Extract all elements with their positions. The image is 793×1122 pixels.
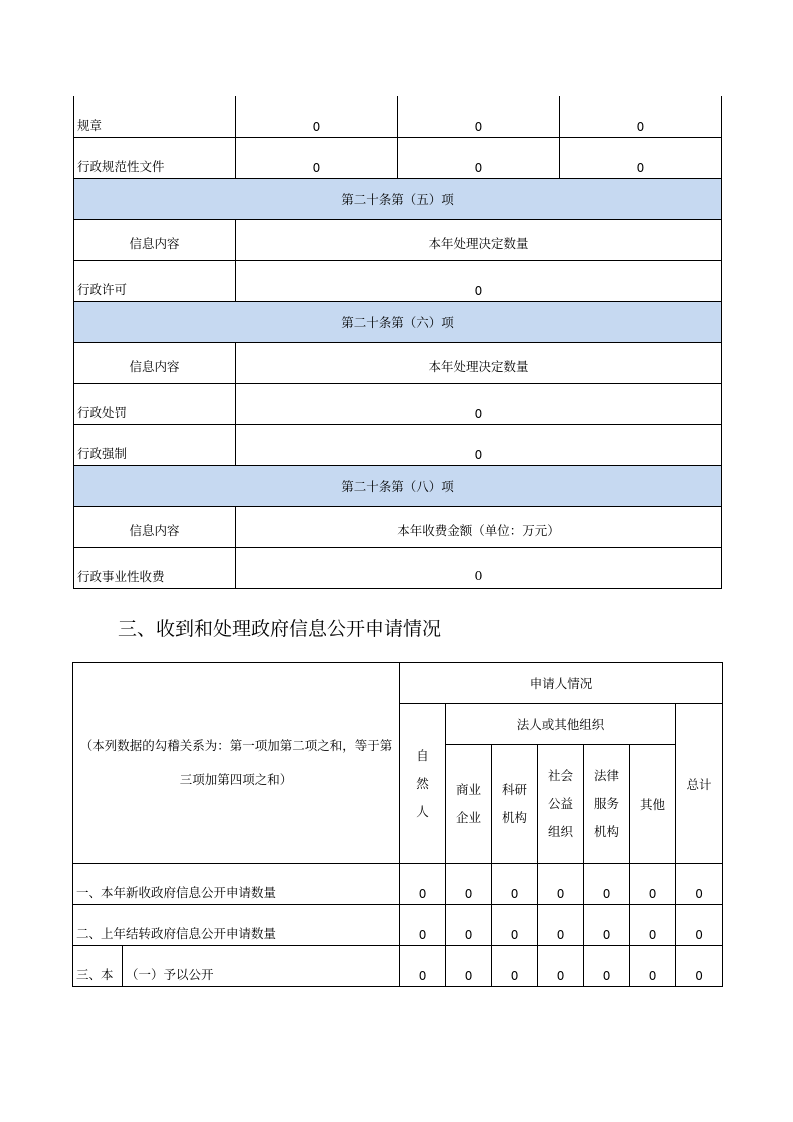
col-header-public-welfare: 社会公益组织: [538, 745, 584, 864]
col-header-count: 本年处理决定数量: [236, 342, 722, 383]
cell-value: 0: [560, 137, 722, 178]
cell-value: 0: [538, 946, 584, 987]
cell-value: 0: [584, 946, 630, 987]
cell-value: 0: [538, 864, 584, 905]
cell-value: 0: [446, 946, 492, 987]
col-header-other: 其他: [630, 745, 676, 864]
row-label-group: 三、本: [73, 946, 123, 987]
row-label: （一）予以公开: [123, 946, 400, 987]
col-header-amount: 本年收费金额（单位：万元）: [236, 506, 722, 547]
cell-value: 0: [236, 260, 722, 301]
admin-actions-table: [73, 96, 722, 589]
cell-value: 0: [492, 946, 538, 987]
row-label: 行政规范性文件: [74, 137, 236, 178]
cell-value: 0: [630, 946, 676, 987]
cell-value: 0: [236, 383, 722, 424]
cell-value: 0: [236, 137, 398, 178]
section-title: 第二十条第（六）项: [74, 301, 722, 342]
table-row: [74, 260, 722, 301]
table-row: [73, 905, 723, 946]
col-header-total: 总计: [676, 704, 723, 864]
consistency-note: （本列数据的勾稽关系为：第一项加第二项之和，等于第三项加第四项之和）: [73, 663, 400, 864]
cell-value: 0: [584, 864, 630, 905]
cell-value: 0: [446, 864, 492, 905]
col-header-business: 商业企业: [446, 745, 492, 864]
cell-value: 0: [492, 864, 538, 905]
row-label: 行政处罚: [74, 383, 236, 424]
table-header-row: [74, 506, 722, 547]
cell-value: 0: [398, 96, 560, 137]
cell-value: 0: [236, 424, 722, 465]
table-header-row: [74, 219, 722, 260]
cell-value: 0: [676, 864, 723, 905]
row-label: 行政事业性收费: [74, 547, 236, 588]
section-title: 第二十条第（八）项: [74, 465, 722, 506]
table-header-row: [73, 663, 723, 704]
table-row: [74, 424, 722, 465]
table-row: [74, 547, 722, 588]
table-header-row: [74, 342, 722, 383]
section-heading: 三、收到和处理政府信息公开申请情况: [118, 618, 442, 640]
col-header-research: 科研机构: [492, 745, 538, 864]
table-row: [74, 96, 722, 137]
cell-value: 0: [538, 905, 584, 946]
cell-value: 0: [630, 864, 676, 905]
col-header-count: 本年处理决定数量: [236, 219, 722, 260]
col-header-applicant: 申请人情况: [400, 663, 723, 704]
cell-value: 0: [236, 547, 722, 588]
cell-value: 0: [400, 864, 446, 905]
section-band: [74, 301, 722, 342]
row-label: 一、本年新收政府信息公开申请数量: [73, 864, 400, 905]
cell-value: 0: [676, 946, 723, 987]
col-header-legal-group: 法人或其他组织: [446, 704, 676, 745]
applications-table: [72, 662, 723, 987]
cell-value: 0: [398, 137, 560, 178]
col-header-info: 信息内容: [74, 506, 236, 547]
cell-value: 0: [584, 905, 630, 946]
row-label: 行政许可: [74, 260, 236, 301]
cell-value: 0: [400, 946, 446, 987]
table-row: [74, 137, 722, 178]
cell-value: 0: [236, 96, 398, 137]
cell-value: 0: [630, 905, 676, 946]
cell-value: 0: [492, 905, 538, 946]
section-title: 第二十条第（五）项: [74, 178, 722, 219]
row-label: 行政强制: [74, 424, 236, 465]
cell-value: 0: [560, 96, 722, 137]
table-row: [74, 383, 722, 424]
cell-value: 0: [400, 905, 446, 946]
col-header-info: 信息内容: [74, 342, 236, 383]
col-header-info: 信息内容: [74, 219, 236, 260]
cell-value: 0: [676, 905, 723, 946]
cell-value: 0: [446, 905, 492, 946]
col-header-legal-service: 法律服务机构: [584, 745, 630, 864]
section-band: [74, 465, 722, 506]
table-row: [73, 946, 723, 987]
col-header-natural-person: 自然人: [400, 704, 446, 864]
section-band: [74, 178, 722, 219]
row-label: 二、上年结转政府信息公开申请数量: [73, 905, 400, 946]
table-row: [73, 864, 723, 905]
row-label: 规章: [74, 96, 236, 137]
